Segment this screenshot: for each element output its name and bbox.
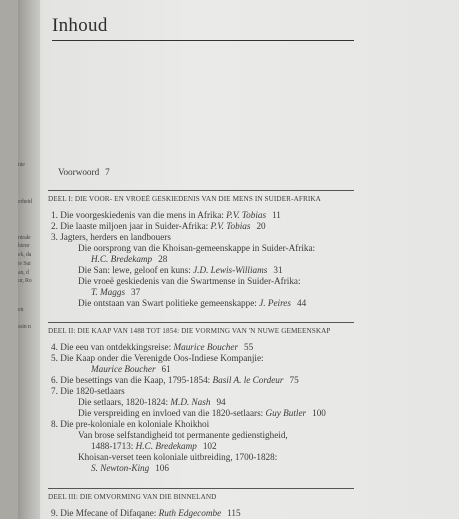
toc-subentry: Khoisan-verset teen koloniale uitbreiding, 1700-1828:	[78, 452, 278, 462]
gutter-fragment: ur, Ro	[18, 278, 32, 284]
toc-subentry-continued: H.C. Bredekamp 28	[91, 254, 168, 264]
toc-subentry: Van brose selfstandigheid tot permanente gedienstigheid,	[78, 430, 288, 440]
section-heading-deel-3: DEEL III: DIE OMVORMING VAN DIE BINNELAND	[48, 493, 217, 501]
toc-subentry-continued: S. Newton-King 106	[91, 463, 169, 473]
gutter-fragment: ek, da	[18, 252, 32, 258]
toc-entry: 3. Jagters, herders en landbouers	[51, 232, 171, 242]
toc-entry: 1. Die voorgeskiedenis van die mens in Afrika: P.V. Tobias 11	[51, 210, 281, 220]
gutter-fragment: nie	[18, 162, 25, 168]
gutter-fragment: erheid	[18, 199, 32, 205]
toc-entry-continued: Maurice Boucher 61	[91, 364, 171, 374]
toc-subentry: Die setlaars, 1820-1824: M.D. Nash 94	[78, 397, 226, 407]
toc-subentry: Die verspreiding en invloed van die 1820-setlaars: Guy Butler 100	[78, 408, 326, 418]
section-heading-deel-2: DEEL II: DIE KAAP VAN 1488 TOT 1854: DIE VORMING VAN 'N NUWE GEMEENSKAP	[48, 327, 331, 335]
toc-entry: 5. Die Kaap onder die Verenigde Oos-Indiese Kompanjie:	[51, 353, 264, 363]
toc-entry-voorwoord: Voorwoord 7	[58, 167, 110, 177]
toc-subentry: Die oorsprong van die Khoisan-gemeenskappe in Suider-Afrika:	[78, 243, 316, 253]
facing-page-gutter	[18, 0, 40, 519]
toc-entry: 2. Die laaste miljoen jaar in Suider-Afrika: P.V. Tobias 20	[51, 221, 266, 231]
toc-subentry-continued: 1488-1713: H.C. Bredekamp 102	[91, 441, 217, 451]
section-heading-deel-1: DEEL I: DIE VOOR- EN VROEË GESKIEDENIS VAN DIE MENS IN SUIDER-AFRIKA	[48, 195, 321, 203]
toc-entry: 4. Die eeu van ontdekkingsreise: Maurice Boucher 55	[51, 342, 254, 352]
gutter-fragment: en	[18, 307, 24, 313]
section-rule	[48, 488, 354, 489]
gutter-fragment: ie Sui	[18, 261, 31, 267]
toc-subentry: Die San: lewe, geloof en kuns: J.D. Lewis-Williams 31	[78, 265, 283, 275]
gutter-fragment: kteur	[18, 243, 30, 249]
gutter-fragment: ssin n	[18, 324, 31, 330]
toc-subentry: Die ontstaan van Swart politieke gemeenskappe: J. Peires 44	[78, 298, 307, 308]
page-title: Inhoud	[52, 15, 108, 36]
toc-entry: 9. Die Mfecane of Difaqane: Ruth Edgecombe 115	[51, 508, 241, 518]
section-rule	[48, 190, 354, 191]
title-rule	[52, 40, 354, 41]
toc-subentry-continued: T. Maggs 37	[91, 287, 141, 297]
gutter-fragment: an, d	[18, 270, 29, 276]
toc-entry: 7. Die 1820-setlaars	[51, 386, 125, 396]
gutter-fragment: ntrale	[18, 235, 31, 241]
toc-entry: 6. Die besettings van die Kaap, 1795-1854: Basil A. le Cordeur 75	[51, 375, 299, 385]
toc-entry: 8. Die pre-koloniale en koloniale Khoikhoi	[51, 419, 210, 429]
toc-subentry: Die vroeë geskiedenis van die Swartmense in Suider-Afrika:	[78, 276, 301, 286]
section-rule	[48, 322, 354, 323]
book-page	[18, 0, 459, 519]
